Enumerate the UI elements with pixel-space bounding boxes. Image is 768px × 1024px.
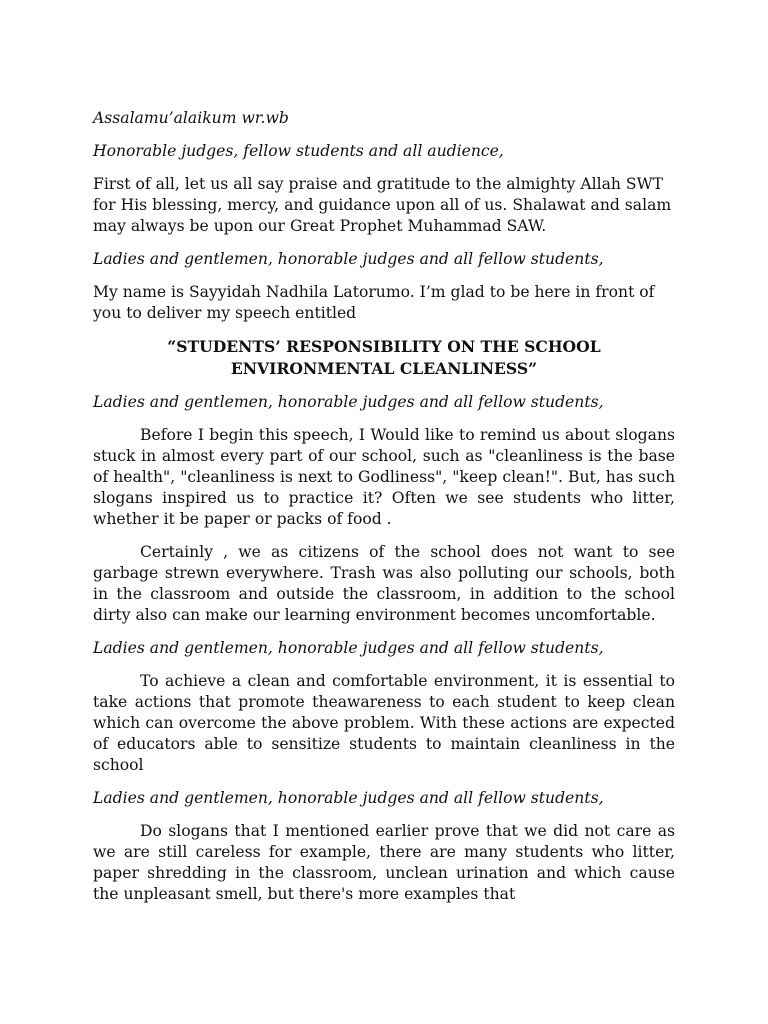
body-paragraph-4: Do slogans that I mentioned earlier prove that we did not care as we are still careless for example, there are many students who litter, paper shredding in the classroom, unclean urination and which cause the unpleasant smell, but there's more examples that — [93, 822, 675, 903]
address-line: Ladies and gentlemen, honorable judges and all fellow students, — [93, 639, 604, 657]
introduction-paragraph: My name is Sayyidah Nadhila Latorumo. I’m glad to be here in front of you to deliver my speech entitled — [93, 283, 655, 322]
speech-title-line-2: ENVIRONMENTAL CLEANLINESS” — [230, 359, 538, 378]
body-paragraph-2: Certainly , we as citizens of the school does not want to see garbage strewn everywhere. Trash was also polluting our schools, both in the classroom and outside the classroom, in addition to the school dirty also can make our learning environment becomes uncomfortable. — [93, 543, 675, 624]
address-line: Ladies and gentlemen, honorable judges and all fellow students, — [93, 250, 604, 268]
address-line: Ladies and gentlemen, honorable judges and all fellow students, — [93, 789, 604, 807]
body-paragraph-1: Before I begin this speech, I Would like to remind us about slogans stuck in almost every part of our school, such as "cleanliness is the base of health", "cleanliness is next to Godliness", "keep clean!". But, has such slogans inspired us to practice it? Often we see students who litter, whether it be paper or packs of food . — [93, 426, 675, 528]
opening-paragraph: First of all, let us all say praise and gratitude to the almighty Allah SWT for His blessing, mercy, and guidance upon all of us. Shalawat and salam may always be upon our Great Prophet Muhammad SAW. — [93, 175, 672, 235]
salutation: Assalamu’alaikum wr.wb — [93, 109, 289, 127]
greeting: Honorable judges, fellow students and all audience, — [93, 142, 504, 160]
address-line: Ladies and gentlemen, honorable judges and all fellow students, — [93, 393, 604, 411]
speech-title — [93, 336, 675, 380]
document-page — [93, 108, 675, 917]
speech-title-line-1: “STUDENTS’ RESPONSIBILITY ON THE SCHOOL — [167, 337, 601, 356]
body-paragraph-3: To achieve a clean and comfortable environment, it is essential to take actions that promote theawareness to each student to keep clean which can overcome the above problem. With these actions are expected of educators able to sensitize students to maintain cleanliness in the school — [93, 672, 675, 774]
